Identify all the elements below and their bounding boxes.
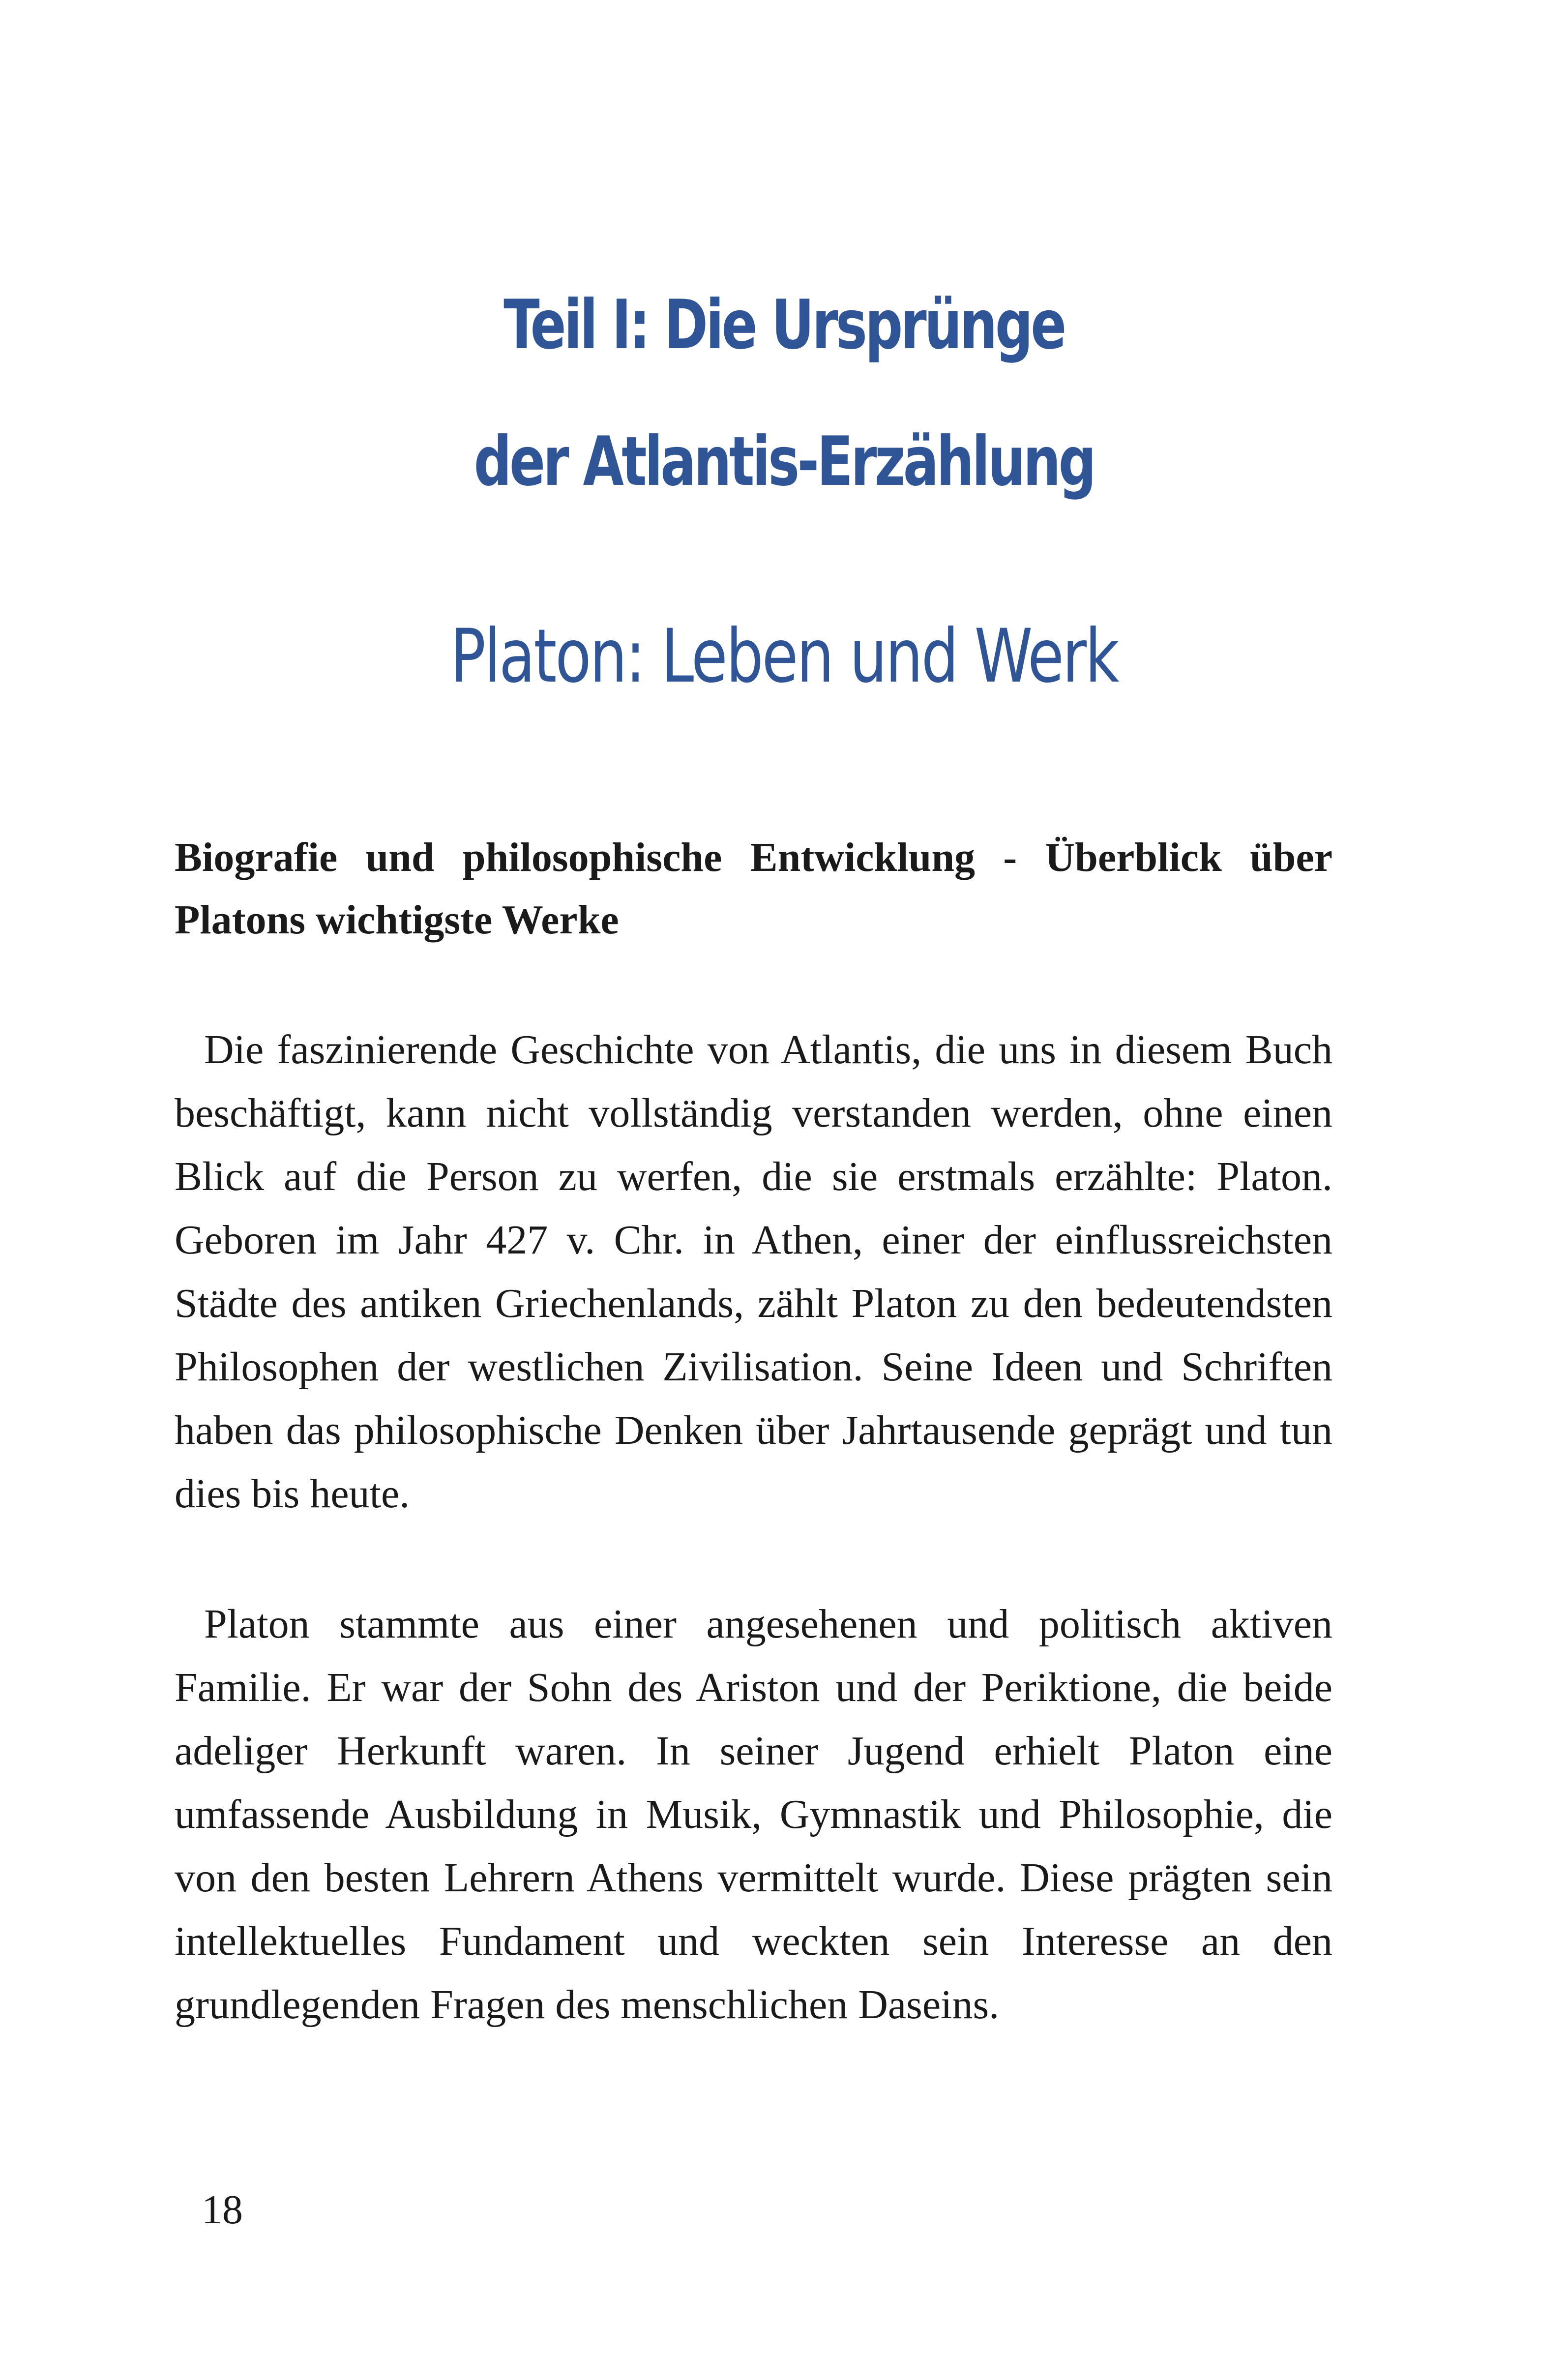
part-title-line-2: der Atlantis-Erzählung: [473, 422, 1095, 501]
body-paragraph-1: Die faszinierende Geschichte von Atlantis, die uns in diesem Buch beschäftigt, kann nicht vollständig verstanden werden, ohne einen Blick auf die Person zu werfen, die sie erstmals erzählte: Platon. Geboren im Jahr 427 v. Chr. in Athen, einer der einflussreichsten Städte des antiken Griechenlands, zählt Platon zu den bedeutendsten Philosophen der westlichen Zivilisation. Seine Ideen und Schriften haben das philosophische Denken über Jahrtausende geprägt und tun dies bis heute.: [175, 1027, 1332, 1517]
chapter-title: Platon: Leben und Werk: [450, 614, 1118, 699]
page-number: 18: [202, 2187, 243, 2233]
section-heading: Biografie und philosophische Entwicklung - Überblick über Platons wichtigste Werke: [175, 835, 1332, 943]
body-paragraph-2: Platon stammte aus einer angesehenen und politisch aktiven Familie. Er war der Sohn des Ariston und der Periktione, die beide adeliger Herkunft waren. In seiner Jugend erhielt Platon eine umfassende Ausbildung in Musik, Gymnastik und Philosophie, die von den besten Lehrern Athens vermittelt wurde. Diese prägten sein intellektuelles Fundament und weckten sein Interesse an den grundlegenden Fragen des menschlichen Daseins.: [175, 1601, 1332, 2028]
part-title-line-1: Teil I: Die Ursprünge: [503, 285, 1065, 364]
